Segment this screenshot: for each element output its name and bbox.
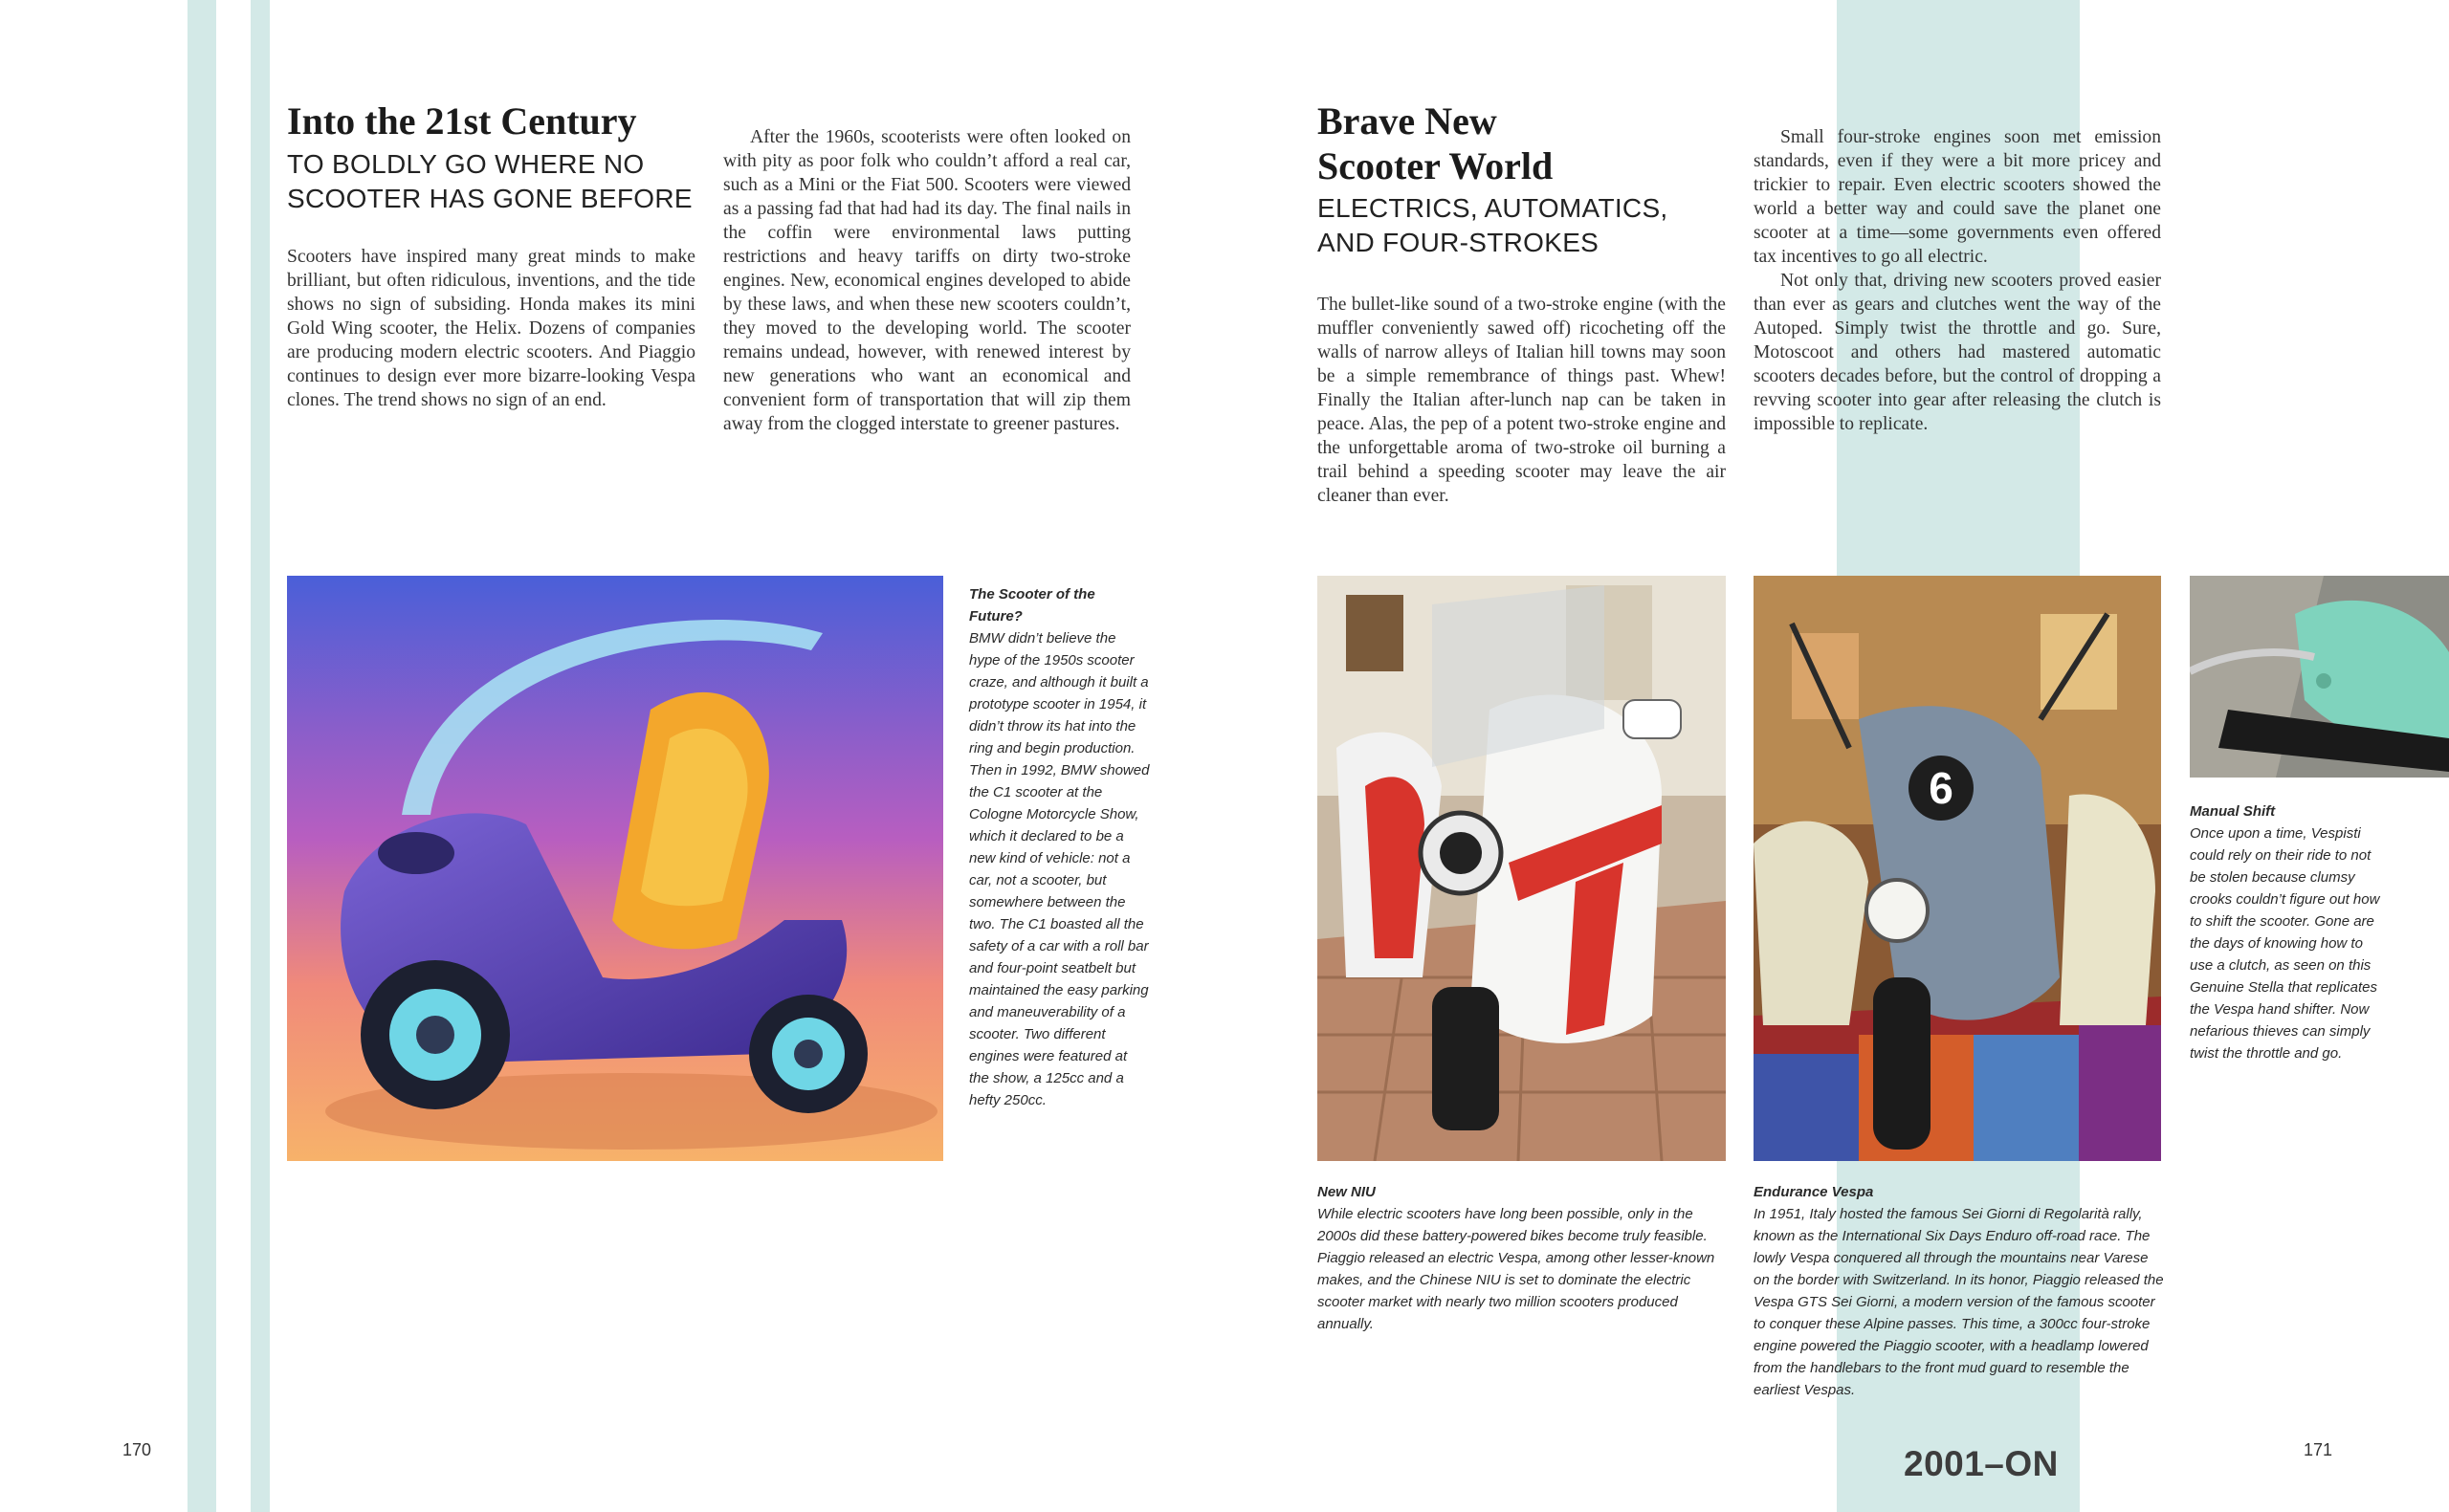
manual-shift-caption-text: Once upon a time, Vespisti could rely on their ride to not be stolen because clumsy crooks couldn’t figure out how to shift the scooter. Gone are the days of knowing how to use a clutch, as seen on this Genuine Stella that replicates the Vespa hand shifter. Now nefarious thieves can simply twist the throttle and go.: [2190, 825, 2380, 1062]
left-subtitle-line-1: TO BOLDLY GO WHERE NO: [287, 149, 645, 179]
stella-hand-shifter-photo: [2190, 576, 2449, 778]
right-page-title: [1317, 99, 1553, 188]
right-column-1: [1317, 293, 1726, 508]
vespa-caption: [1754, 1181, 2165, 1401]
manual-shift-caption-title: Manual Shift: [2190, 803, 2276, 820]
right-page-number: 171: [2304, 1440, 2333, 1459]
bmw-c1-caption-title: The Scooter of the Future?: [969, 586, 1095, 625]
right-column-2-paragraph-1: Small four-stroke engines soon met emission standards, even if they were a bit more pricey and trickier to repair. Even electric scooters showed the world a better way and could save the planet one scooter at a time—some governments even offered tax incentives to go all electric.: [1754, 127, 2161, 267]
niu-scooter-photo: [1317, 576, 1726, 1161]
niu-caption-title: New NIU: [1317, 1184, 1376, 1200]
bmw-c1-caption-text: BMW didn’t believe the hype of the 1950s scooter craze, and although it built a prototype scooter in 1954, it didn’t throw its hat into the ring and begin production. Then in 1992, BMW showed the C1 scooter at the Cologne Motorcycle Show, which it declared to be a new kind of vehicle: not a car, not a scooter, but somewhere between the two. The C1 boasted all the safety of a car with a roll bar and four-point seatbelt but maintained the easy parking and maneuverability of a scooter. Two different engines were featured at the show, a 125cc and a hefty 250cc.: [969, 630, 1150, 1108]
left-margin-stripe-2: [251, 0, 270, 1512]
right-subtitle-line-1: ELECTRICS, AUTOMATICS,: [1317, 193, 1668, 223]
right-title-line-1: Brave New: [1317, 99, 1497, 142]
left-page-title: Into the 21st Century: [287, 99, 637, 142]
left-intro-text: [287, 245, 695, 412]
left-page-number: 170: [122, 1440, 152, 1459]
left-margin-stripe-1: [188, 0, 216, 1512]
niu-caption-text: While electric scooters have long been possible, only in the 2000s did these battery-powered bikes become truly feasible. Piaggio released an electric Vespa, among other lesser-known makes, and the Chinese NIU is set to dominate the electric scooter market with nearly two million scooters produced annually.: [1317, 1206, 1715, 1332]
right-column-1-paragraph: The bullet-like sound of a two-stroke engine (with the muffler conveniently sawed off) ricocheting off the walls of narrow alleys of Italian hill towns may soon be a simple remembrance of things past. Whew! Finally the Italian after-lunch nap can be taken in peace. Alas, the pep of a potent two-stroke engine and the unforgettable aroma of two-stroke oil burning a trail behind a speeding scooter may leave the air cleaner than ever.: [1317, 295, 1726, 506]
vespa-sei-giorni-photo: [1754, 576, 2161, 1161]
right-subtitle-line-2: AND FOUR-STROKES: [1317, 228, 1600, 257]
vespa-caption-title: Endurance Vespa: [1754, 1184, 1874, 1200]
racing-number: 6: [1929, 763, 1953, 813]
vespa-caption-text: In 1951, Italy hosted the famous Sei Giorni di Regolarità rally, known as the International Six Days Enduro off-road race. The lowly Vespa conquered all through the mountains near Varese on the border with Switzerland. In its honor, Piaggio released the Vespa GTS Sei Giorni, a modern version of the famous scooter to conquer these Alpine passes. This time, a 300cc four-stroke engine powered the Piaggio scooter, with a headlamp lowered from the handlebars to the front mud guard to resemble the earliest Vespas.: [1754, 1206, 2164, 1398]
bmw-c1-illustration: [287, 576, 943, 1161]
right-column-2: [1754, 125, 2161, 436]
section-label: 2001–ON: [1904, 1444, 2059, 1483]
left-column-2: [723, 125, 1131, 436]
right-page-subtitle: [1317, 191, 1719, 260]
bmw-c1-caption: [969, 583, 1151, 1111]
left-page-subtitle: [287, 147, 708, 216]
right-title-line-2: Scooter World: [1317, 144, 1554, 187]
left-column-2-paragraph: After the 1960s, scooterists were often looked on with pity as poor folk who couldn’t afford a real car, such as a Mini or the Fiat 500. Scooters were viewed as a passing fad that had had its day. The final nails in the coffin were environmental laws putting restrictions and heavy tariffs on dirty two-stroke engines. New, economical engines developed to abide by these laws, and when these new scooters couldn’t, they moved to the developing world. The scooter remains undead, however, with renewed interest by new generations who want an economical and convenient form of transportation that will zip them away from the clogged interstate to greener pastures.: [723, 127, 1131, 434]
left-subtitle-line-2: SCOOTER HAS GONE BEFORE: [287, 184, 693, 213]
manual-shift-caption: [2190, 800, 2381, 1064]
left-intro-paragraph: Scooters have inspired many great minds to make brilliant, but often ridiculous, inventions, and the tide shows no sign of subsiding. Honda makes its mini Gold Wing scooter, the Helix. Dozens of companies are producing modern electric scooters. And Piaggio continues to design ever more bizarre-looking Vespa clones. The trend shows no sign of an end.: [287, 247, 695, 410]
right-column-2-paragraph-2: Not only that, driving new scooters proved easier than ever as gears and clutches went the way of the Autoped. Simply twist the throttle and go. Sure, Motoscoot and others had mastered automatic scooters decades before, but the control of dropping a revving scooter into gear after releasing the clutch is impossible to replicate.: [1754, 271, 2161, 434]
niu-caption: [1317, 1181, 1729, 1335]
